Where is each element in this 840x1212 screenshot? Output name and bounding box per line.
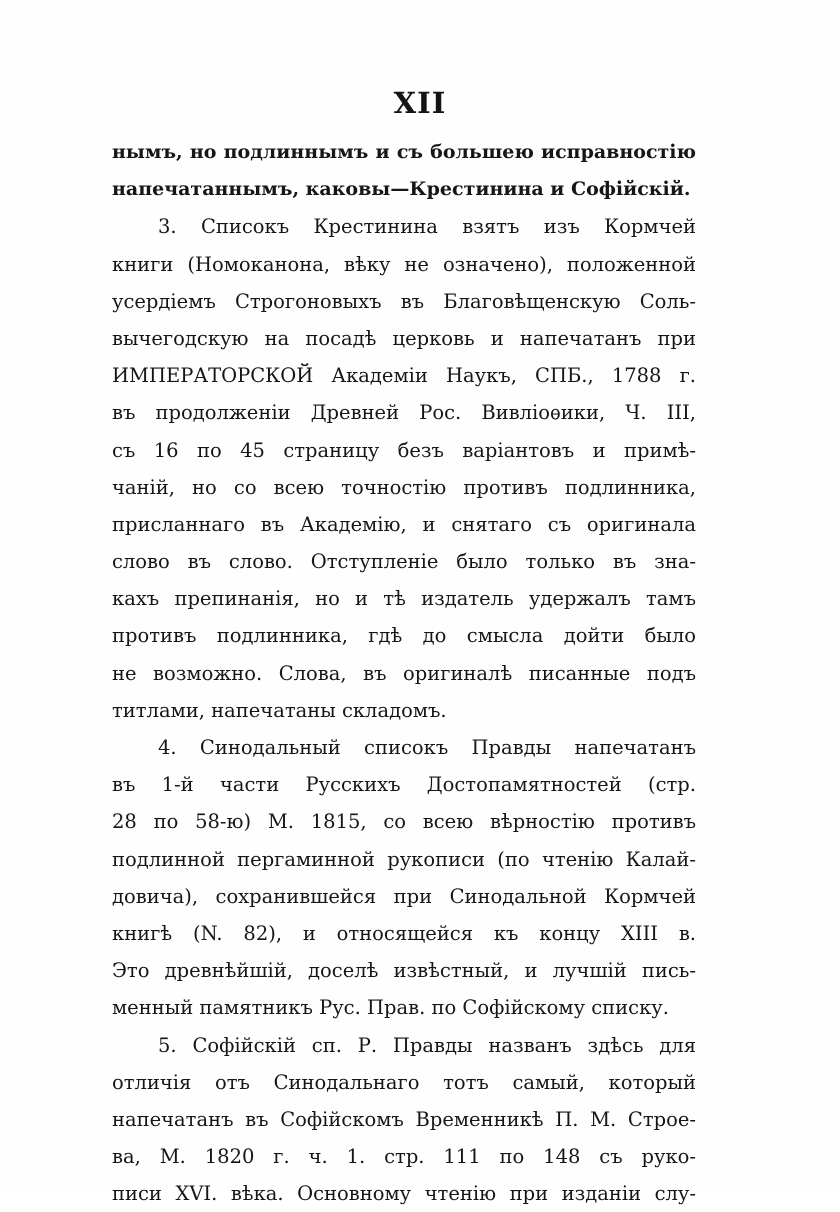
text-line: менный памятникъ Рус. Прав. по Софійскому списку. <box>112 996 669 1020</box>
page-number: XII <box>393 86 447 120</box>
text-line: напечатанъ въ Софійскомъ Временникѣ П. М. Строе- <box>112 1107 696 1131</box>
text-line: вычегодскую на посадѣ церковь и напечатанъ при <box>112 326 696 350</box>
text-line: ИМПЕРАТОРСКОЙ Академіи Наукъ, СПБ., 1788 г. <box>112 364 696 388</box>
text-line: противъ подлинника, гдѣ до смысла дойти было <box>112 624 696 648</box>
text-line: нымъ, но подлиннымъ и съ большею исправностію <box>112 141 696 163</box>
text-line: 28 по 58-ю) М. 1815, со всею вѣрностію противъ <box>112 810 696 834</box>
text-line: подлинной пергаминной рукописи (по чтенію Калай- <box>112 847 696 871</box>
text-line: 3. Списокъ Крестинина взятъ изъ Кормчей <box>158 215 696 239</box>
text-line: книги (Номоканона, вѣку не означено), положенной <box>112 252 696 276</box>
text-line: присланнаго въ Академію, и снятаго съ оригинала <box>112 512 696 536</box>
text-line: титлами, напечатаны складомъ. <box>112 698 447 722</box>
text-line: не возможно. Слова, въ оригиналѣ писанные подъ <box>112 661 696 685</box>
text-line: съ 16 по 45 страницу безъ варіантовъ и примѣ- <box>112 438 696 462</box>
text-line: кахъ препинанія, но и тѣ издатель удержалъ тамъ <box>112 587 696 611</box>
text-line: чаній, но со всею точностію противъ подлинника, <box>112 475 696 499</box>
text-line: Это древнѣйшій, доселѣ извѣстный, и лучшій пись- <box>112 959 696 983</box>
text-line: 4. Синодальный списокъ Правды напечатанъ <box>158 736 696 759</box>
text-line: 5. Софійскій сп. Р. Правды названъ здѣсь для <box>158 1033 696 1057</box>
text-line: слово въ слово. Отступленіе было только въ зна- <box>112 550 696 574</box>
text-line: писи XVI. вѣка. Основному чтенію при изданіи слу- <box>112 1182 696 1206</box>
text-line: въ продолженіи Древней Рос. Вивліоѳики, Ч. III, <box>112 401 696 425</box>
text-line: отличія отъ Синодальнаго тотъ самый, который <box>112 1070 696 1094</box>
text-line: въ 1-й части Русскихъ Достопамятностей (стр. <box>112 773 696 797</box>
text-line: книгѣ (N. 82), и относящейся къ концу XIII в. <box>112 921 696 945</box>
text-line: усердіемъ Строгоновыхъ въ Благовѣщенскую Соль- <box>112 289 696 313</box>
body-text <box>112 134 696 1212</box>
text-line: довича), сохранившейся при Синодальной Кормчей <box>112 884 696 908</box>
text-line: ва, М. 1820 г. ч. 1. стр. 111 по 148 съ руко- <box>112 1145 696 1169</box>
text-line: напечатаннымъ, каковы—Крестинина и Софійскій. <box>112 178 691 201</box>
